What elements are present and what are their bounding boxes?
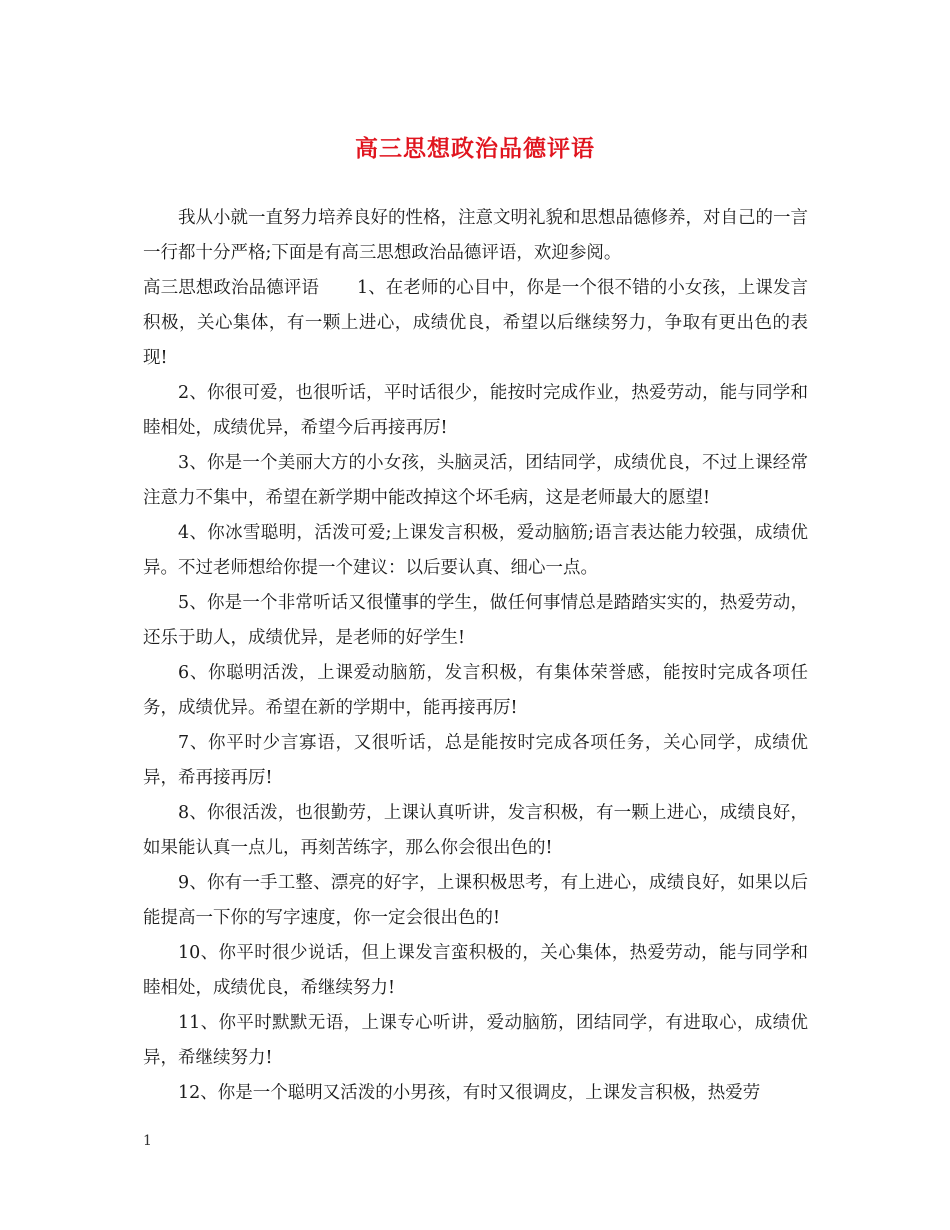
page-number: 1 xyxy=(143,1133,152,1149)
comment-11: 11、你平时默默无语，上课专心听讲，爱动脑筋，团结同学，有进取心，成绩优异，希继续努力! xyxy=(143,1013,808,1068)
comment-6: 6、你聪明活泼，上课爱动脑筋，发言积极，有集体荣誉感，能按时完成各项任务，成绩优异。希望在新的学期中，能再接再厉! xyxy=(143,663,808,718)
comment-8: 8、你很活泼，也很勤劳，上课认真听讲，发言积极，有一颗上进心，成绩良好，如果能认真一点儿，再刻苦练字，那么你会很出色的! xyxy=(143,803,808,858)
comment-5: 5、你是一个非常听话又很懂事的学生，做任何事情总是踏踏实实的，热爱劳动，还乐于助人，成绩优异，是老师的好学生! xyxy=(143,593,808,648)
intro-paragraph: 我从小就一直努力培养良好的性格，注意文明礼貌和思想品德修养，对自己的一言一行都十分严格;下面是有高三思想政治品德评语，欢迎参阅。 xyxy=(143,208,808,263)
section-label: 高三思想政治品德评语 xyxy=(143,278,319,298)
comment-7: 7、你平时少言寡语，又很听话，总是能按时完成各项任务，关心同学，成绩优异，希再接再厉! xyxy=(143,733,808,788)
document-title: 高三思想政治品德评语 xyxy=(355,136,595,162)
first-comment-paragraph xyxy=(143,271,808,376)
comment-4: 4、你冰雪聪明，活泼可爱;上课发言积极，爱动脑筋;语言表达能力较强，成绩优异。不过老师想给你提一个建议：以后要认真、细心一点。 xyxy=(143,523,808,578)
comment-12: 12、你是一个聪明又活泼的小男孩，有时又很调皮，上课发言积极，热爱劳 xyxy=(178,1083,761,1103)
comment-10: 10、你平时很少说话，但上课发言蛮积极的，关心集体，热爱劳动，能与同学和睦相处，成绩优良，希继续努力! xyxy=(143,943,808,998)
document-body xyxy=(143,201,808,1111)
comment-3: 3、你是一个美丽大方的小女孩，头脑灵活，团结同学，成绩优良，不过上课经常注意力不集中，希望在新学期中能改掉这个坏毛病，这是老师最大的愿望! xyxy=(143,453,808,508)
comment-1: 1、在老师的心目中，你是一个很不错的小女孩，上课发言积极，关心集体，有一颗上进心，成绩优良，希望以后继续努力，争取有更出色的表现! xyxy=(143,278,809,368)
comment-9: 9、你有一手工整、漂亮的好字，上课积极思考，有上进心，成绩良好，如果以后能提高一下你的写字速度，你一定会很出色的! xyxy=(143,873,808,928)
comment-2: 2、你很可爱，也很听话，平时话很少，能按时完成作业，热爱劳动，能与同学和睦相处，成绩优异，希望今后再接再厉! xyxy=(143,383,808,438)
